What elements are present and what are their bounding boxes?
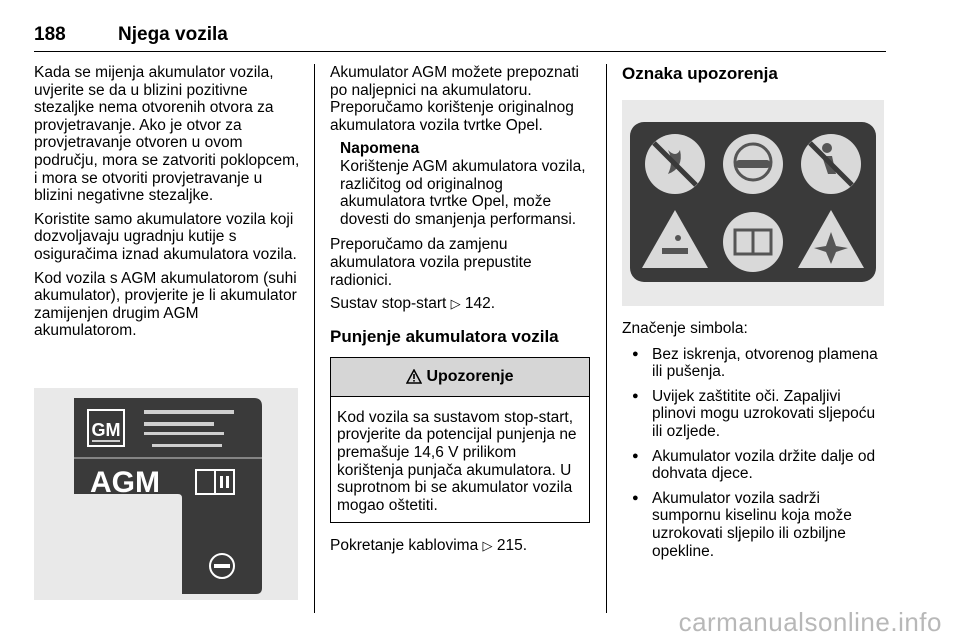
paragraph-fusebox: Koristite samo akumulatore vozila koji dozvoljavaju ugradnju kutije s osiguračima iznad akumulatora vozila.: [34, 210, 297, 263]
chapter-title: Njega vozila: [118, 24, 228, 45]
keep-away-children-icon: [801, 134, 861, 194]
warning-text: Kod vozila sa sustavom stop-start, provjerite da potencijal punjenja ne premašuje 14,6 V prilikom korištenja punjača akumulatora. U suprotnom bi se akumulator vozila mogao oštetiti.: [337, 408, 577, 514]
section-heading-charging: Punjenje akumulatora vozila: [330, 326, 559, 346]
note-block: [330, 140, 592, 228]
paragraph-vent: Kada se mijenja akumulator vozila, uvjerite se da u blizini pozitivne stezaljke nema otvorenih otvora za provjetravanje. Ako je otvor za provjetravanje otvoren u ovom području, mora se zatvoriti poklopcem, i mora se otvoriti provjetravanje u blizini negativne stezaljke.: [34, 64, 300, 205]
paragraph-agm: Kod vozila s AGM akumulatorom (suhi akumulator), provjerite je li akumulator zamijenjen drugim AGM akumulatorom.: [34, 269, 297, 340]
paragraph-agm-identify: Akumulator AGM možete prepoznati po naljepnici na akumulatoru. Preporučamo korištenje originalnog akumulatora vozila tvrtke Opel.: [330, 64, 579, 134]
paragraph-jump-start: [330, 537, 592, 555]
jump-start-text: Pokretanje kablovima: [330, 537, 479, 555]
symbols-section: [622, 320, 888, 567]
symbols-intro: Značenje simbola:: [622, 320, 748, 337]
page-ref-arrow-icon: ▷: [482, 538, 493, 554]
column-1: [34, 64, 302, 346]
note-text: Korištenje AGM akumulatora vozila, različitog od originalnog akumulatora tvrtke Opel, može dovesti do smanjenja performansi.: [340, 157, 586, 228]
watermark: carmanualsonline.info: [678, 607, 942, 637]
warning-symbols-illustration: [622, 100, 884, 306]
warning-box: [330, 357, 590, 524]
column-divider-1: [314, 64, 315, 613]
eye-protection-icon: [723, 134, 783, 194]
agm-label-illustration: [34, 388, 298, 600]
page-header: [34, 24, 886, 52]
paragraph-workshop: Preporučamo da zamjenu akumulatora vozila prepustite radionici.: [330, 236, 532, 289]
note-title: Napomena: [340, 140, 420, 158]
section-heading-warning-label: Oznaka upozorenja: [622, 64, 778, 83]
warning-title: Upozorenje: [426, 367, 514, 385]
no-flame-icon: [645, 134, 705, 194]
list-item: ● Akumulator vozila sadrži sumpornu kiselinu koja može uzrokovati sljepilo ili ozbiljne opekline.: [622, 490, 888, 560]
header-rule: [34, 51, 886, 52]
jump-start-ref[interactable]: 215.: [496, 537, 527, 555]
list-item: ● Bez iskrenja, otvorenog plamena ili pušenja.: [622, 346, 888, 381]
warning-header: [331, 358, 589, 397]
list-item: ● Akumulator vozila držite dalje od dohvata djece.: [622, 448, 888, 483]
paragraph-stop-start: [330, 295, 592, 313]
column-2: [330, 64, 592, 561]
column-3: [622, 64, 888, 84]
page-number: 188: [34, 24, 66, 45]
column-divider-2: [606, 64, 607, 613]
warning-triangle-icon: [406, 369, 422, 384]
agm-label-text: AGM: [90, 466, 160, 499]
list-item: ● Uvijek zaštitite oči. Zapaljivi plinovi mogu uzrokovati sljepoću ili ozljede.: [622, 388, 888, 441]
page-ref-arrow-icon: ▷: [450, 296, 461, 312]
stop-start-ref[interactable]: 142.: [464, 295, 496, 313]
symbols-list: [622, 346, 888, 561]
gm-logo-text: GM: [91, 420, 121, 440]
stop-start-text: Sustav stop-start: [330, 295, 447, 313]
read-manual-icon: [723, 212, 783, 272]
